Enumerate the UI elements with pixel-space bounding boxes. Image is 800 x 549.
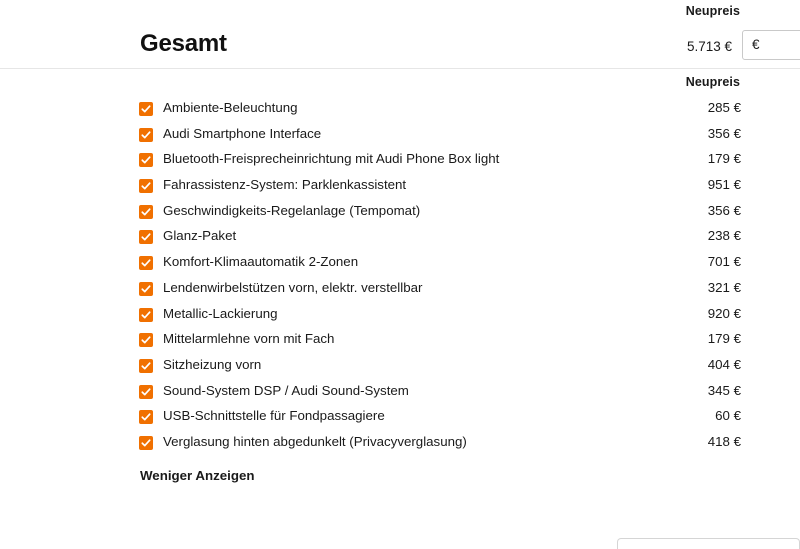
equipment-option-list [0,100,800,460]
option-price: 418 € [707,433,741,449]
option-label: Glanz-Paket [163,228,237,244]
option-price: 356 € [707,202,741,218]
checkbox-checked-icon[interactable] [139,179,153,193]
checkbox-checked-icon[interactable] [139,256,153,270]
option-price: 285 € [707,100,741,115]
show-less-button[interactable]: Weniger Anzeigen [140,468,255,483]
option-row[interactable] [0,151,800,177]
option-row[interactable] [0,434,800,460]
checkbox-checked-icon[interactable] [139,436,153,450]
checkbox-checked-icon[interactable] [139,205,153,219]
checkbox-checked-icon[interactable] [139,102,153,116]
option-label: Ambiente-Beleuchtung [163,100,298,115]
option-row[interactable] [0,357,800,383]
section-divider [0,68,800,69]
checkbox-checked-icon[interactable] [139,359,153,373]
price-column-header-list [0,75,800,95]
checkbox-checked-icon[interactable] [139,385,153,399]
option-price: 701 € [707,254,741,270]
page-title: Gesamt [140,30,227,57]
option-label: Komfort-Klimaautomatik 2-Zonen [163,254,359,270]
option-label: Audi Smartphone Interface [163,125,322,141]
option-label: USB-Schnittstelle für Fondpassagiere [163,408,385,424]
total-row [0,22,800,67]
option-row[interactable] [0,383,800,409]
option-row[interactable] [0,254,800,280]
option-label: Sound-System DSP / Audi Sound-System [163,382,409,398]
option-price: 356 € [707,125,741,141]
neupreis-label-top: Neupreis [685,4,740,18]
bottom-panel-edge [617,538,800,549]
option-row[interactable] [0,331,800,357]
checkbox-checked-icon[interactable] [139,308,153,322]
option-price: 404 € [707,356,741,372]
currency-select[interactable] [742,30,800,60]
option-price: 238 € [707,228,741,244]
option-price: 60 € [715,408,741,424]
option-label: Geschwindigkeits-Regelanlage (Tempomat) [163,202,421,218]
checkbox-checked-icon[interactable] [139,230,153,244]
option-label: Bluetooth-Freisprecheinrichtung mit Audi Phone Box light [163,151,500,167]
option-row[interactable] [0,306,800,332]
option-label: Mittelarmlehne vorn mit Fach [163,331,335,347]
option-label: Metallic-Lackierung [163,305,278,321]
price-column-header-top [0,0,800,22]
checkbox-checked-icon[interactable] [139,333,153,347]
option-label: Sitzheizung vorn [163,356,262,372]
option-price: 321 € [707,279,741,295]
currency-symbol: € [752,37,760,52]
option-price: 951 € [707,177,741,193]
neupreis-label-list: Neupreis [685,75,740,89]
option-price: 179 € [707,331,741,347]
option-price: 920 € [707,305,741,321]
total-price-value: 5.713 € [686,39,732,54]
option-row[interactable] [0,228,800,254]
option-price: 179 € [707,151,741,167]
checkbox-checked-icon[interactable] [139,410,153,424]
checkbox-checked-icon[interactable] [139,128,153,142]
option-row[interactable] [0,177,800,203]
option-row[interactable] [0,408,800,434]
option-label: Verglasung hinten abgedunkelt (Privacyverglasung) [163,433,467,449]
option-row[interactable] [0,100,800,126]
option-price: 345 € [707,382,741,398]
option-label: Lendenwirbelstützen vorn, elektr. verstellbar [163,279,423,295]
option-row[interactable] [0,280,800,306]
option-label: Fahrassistenz-System: Parklenkassistent [163,177,407,193]
checkbox-checked-icon[interactable] [139,282,153,296]
option-row[interactable] [0,203,800,229]
option-row[interactable] [0,126,800,152]
checkbox-checked-icon[interactable] [139,153,153,167]
